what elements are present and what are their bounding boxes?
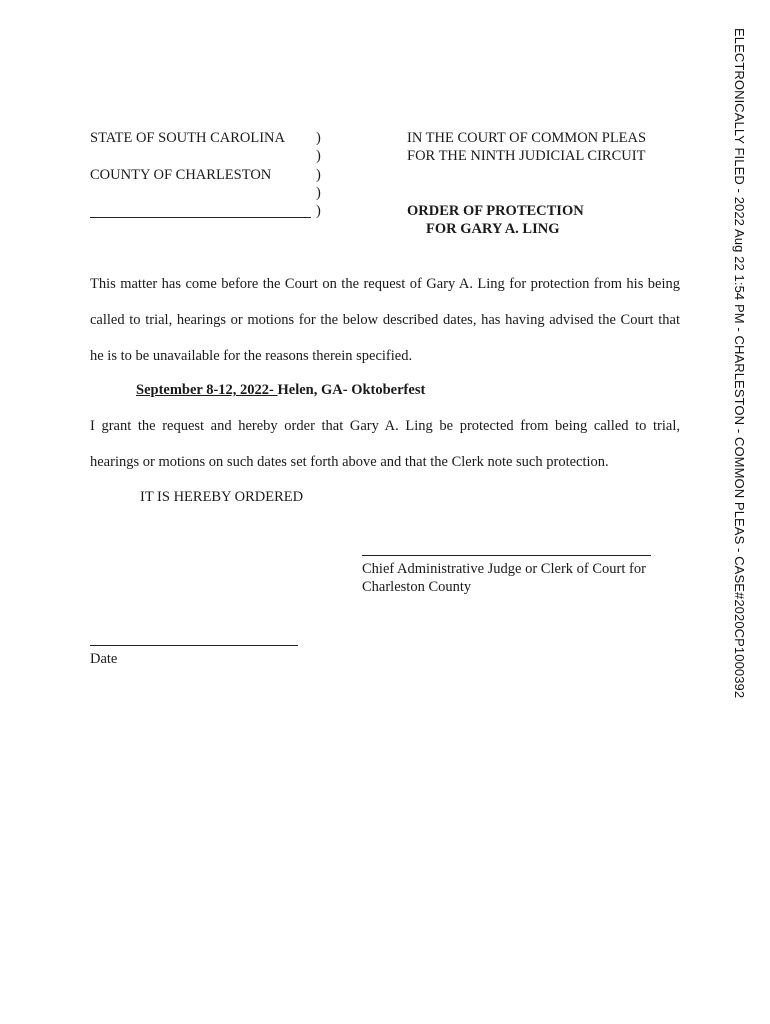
signature-title-line-2: Charleston County: [362, 579, 472, 595]
caption-county: COUNTY OF CHARLESTON: [90, 167, 272, 183]
efiling-stamp: ELECTRONICALLY FILED - 2022 Aug 22 1:54 PM - CHARLESTON - COMMON PLEAS - CASE#2020CP1000392: [732, 28, 747, 699]
protected-dates-line: [136, 382, 425, 399]
caption-party-line: [90, 217, 311, 218]
caption-paren: ): [316, 167, 321, 183]
caption-state: STATE OF SOUTH CAROLINA: [90, 130, 285, 146]
caption-paren: ): [316, 130, 321, 146]
caption-paren: ): [316, 148, 321, 164]
date-signature-line: [90, 645, 298, 646]
order-title-line-1: ORDER OF PROTECTION: [407, 203, 584, 219]
paragraph-line: I grant the request and hereby order that Gary A. Ling be protected from being called to trial,: [90, 418, 680, 434]
signature-title-line-1: Chief Administrative Judge or Clerk of Court for: [362, 561, 646, 577]
date-label: Date: [90, 651, 118, 667]
paragraph-line: he is to be unavailable for the reasons therein specified.: [90, 348, 413, 364]
ordered-statement: IT IS HEREBY ORDERED: [140, 489, 304, 505]
order-title-line-2: FOR GARY A. LING: [426, 221, 560, 237]
grant-paragraph: [90, 408, 680, 480]
caption-paren: ): [316, 203, 321, 219]
protected-event: Helen, GA- Oktoberfest: [277, 382, 426, 398]
judge-signature-line: [362, 555, 651, 556]
paragraph-line: called to trial, hearings or motions for the below described dates, has having advised the Court that: [90, 312, 680, 328]
paragraph-line: This matter has come before the Court on the request of Gary A. Ling for protection from his being: [90, 276, 680, 292]
caption-paren: ): [316, 185, 321, 201]
court-name-line-2: FOR THE NINTH JUDICIAL CIRCUIT: [407, 148, 646, 164]
request-paragraph: [90, 266, 680, 374]
court-name-line-1: IN THE COURT OF COMMON PLEAS: [407, 130, 647, 146]
paragraph-line: hearings or motions on such dates set forth above and that the Clerk note such protection.: [90, 454, 609, 470]
protected-dates: September 8-12, 2022-: [136, 382, 278, 398]
